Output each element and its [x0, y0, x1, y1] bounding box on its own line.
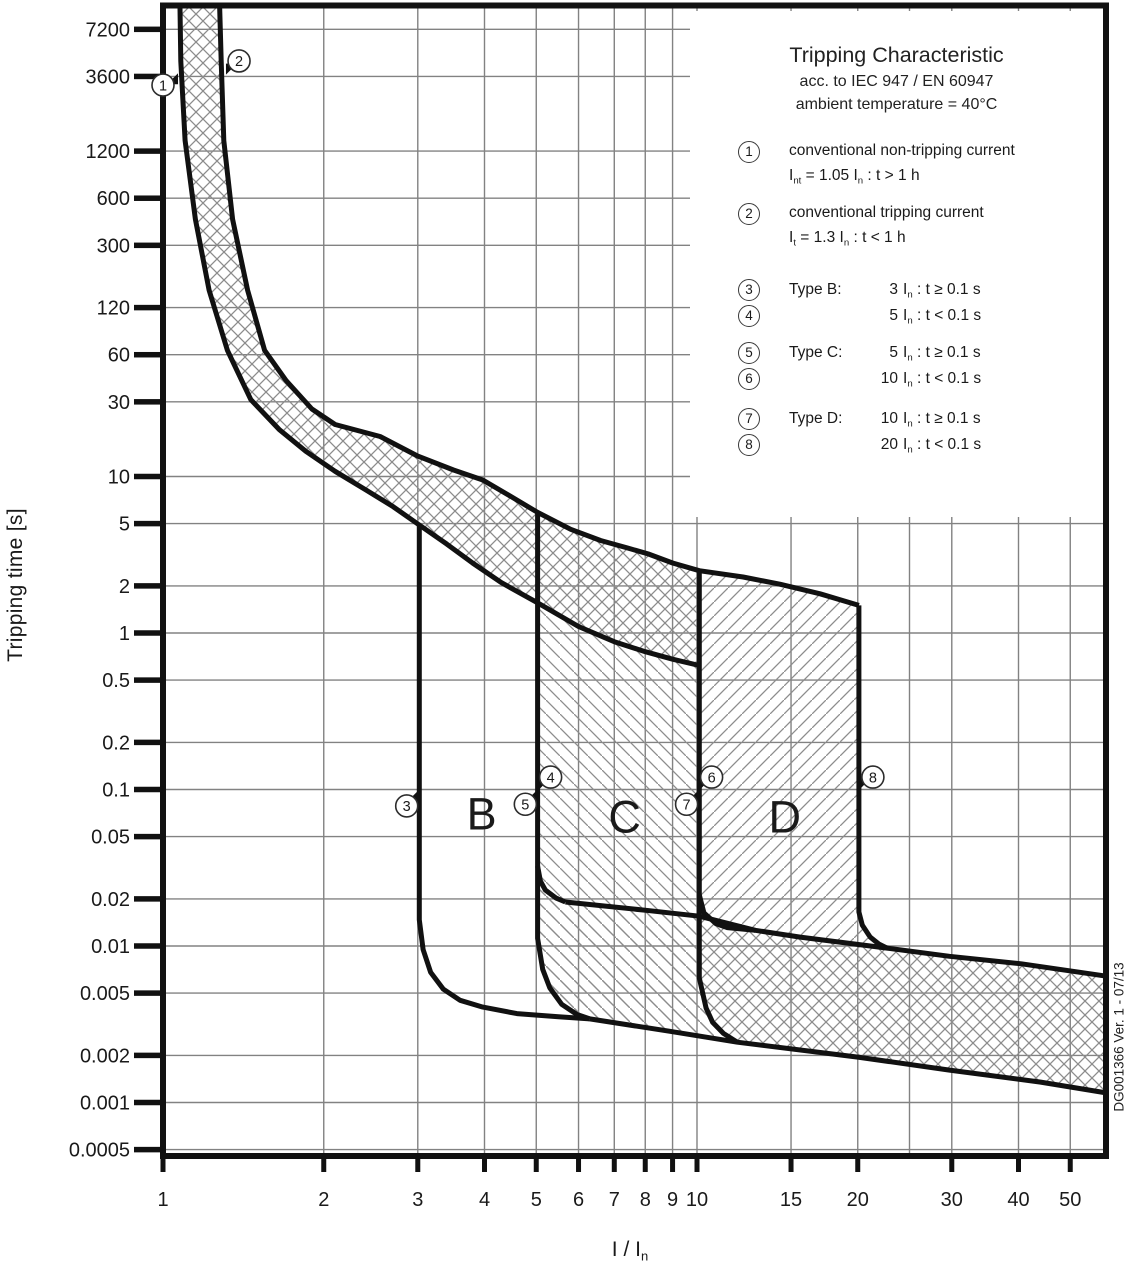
- legend-multiple: 3: [889, 281, 898, 298]
- legend-item: [690, 277, 1103, 329]
- svg-text:20: 20: [846, 1189, 869, 1211]
- legend-item: [690, 406, 1103, 458]
- chart-subtitle-temperature: ambient temperature = 40°C: [795, 96, 998, 113]
- svg-text:2: 2: [234, 54, 244, 71]
- svg-text:600: 600: [96, 188, 130, 211]
- legend-ref-circle-1: 1: [738, 141, 760, 163]
- svg-text:300: 300: [96, 235, 130, 258]
- svg-text:50: 50: [1059, 1189, 1082, 1211]
- legend-multiple: 5: [889, 307, 898, 324]
- svg-text:9: 9: [667, 1189, 679, 1211]
- legend-item-text: conventional non-tripping current: [789, 142, 1015, 159]
- legend-condition: $I_n$ : t < 0.1 s: [903, 436, 982, 456]
- svg-text:4: 4: [478, 1189, 491, 1211]
- svg-text:5: 5: [118, 513, 130, 536]
- legend-type-label: Type D:: [789, 410, 843, 427]
- legend-condition: $I_n$ : t < 0.1 s: [903, 370, 982, 390]
- svg-text:3600: 3600: [85, 66, 130, 89]
- legend-item: [690, 203, 1103, 248]
- svg-text:7200: 7200: [85, 19, 130, 42]
- document-number: DG001366 Ver. 1 - 07/13: [1111, 962, 1127, 1112]
- legend-multiple: 10: [880, 370, 898, 387]
- svg-text:0.005: 0.005: [79, 983, 130, 1006]
- svg-text:60: 60: [107, 344, 130, 367]
- legend-ref-circle-3: 3: [738, 279, 760, 301]
- legend-ref-circle-4: 4: [738, 305, 760, 327]
- legend-ref-circle-8: 8: [738, 434, 760, 456]
- svg-text:0.02: 0.02: [91, 888, 130, 911]
- svg-text:2: 2: [318, 1189, 330, 1211]
- legend-condition: $I_n$ : t < 0.1 s: [903, 307, 982, 327]
- legend-multiple: 10: [880, 410, 898, 427]
- legend-type-label: Type B:: [789, 281, 842, 298]
- svg-text:10: 10: [107, 466, 130, 489]
- legend-item-formula: $I_{nt} = 1.05$ $I_n$ : t > 1 h: [789, 167, 920, 187]
- svg-text:10: 10: [685, 1189, 709, 1211]
- svg-text:0.002: 0.002: [79, 1045, 130, 1068]
- svg-text:8: 8: [639, 1189, 651, 1211]
- svg-text:0.01: 0.01: [91, 936, 130, 958]
- svg-text:1: 1: [158, 78, 168, 95]
- svg-text:7: 7: [682, 797, 691, 814]
- legend-type-label: Type C:: [789, 344, 843, 361]
- chart-subtitle-standard: acc. to IEC 947 / EN 60947: [799, 73, 994, 90]
- svg-text:5: 5: [521, 797, 530, 814]
- legend-ref-circle-2: 2: [738, 203, 760, 225]
- svg-text:0.2: 0.2: [102, 732, 130, 755]
- legend-item: [690, 141, 1103, 186]
- svg-text:2: 2: [118, 575, 130, 598]
- svg-text:1200: 1200: [85, 141, 130, 164]
- svg-text:D: D: [768, 791, 802, 843]
- svg-text:7: 7: [608, 1189, 620, 1211]
- svg-text:6: 6: [707, 770, 716, 787]
- legend-ref-circle-5: 5: [738, 342, 760, 364]
- svg-text:120: 120: [96, 297, 130, 320]
- legend-condition: $I_n$ : t ≥ 0.1 s: [903, 410, 981, 430]
- svg-text:0.0005: 0.0005: [68, 1139, 130, 1162]
- svg-text:B: B: [466, 788, 497, 840]
- svg-text:C: C: [608, 791, 641, 843]
- svg-text:30: 30: [940, 1189, 963, 1211]
- legend-item-text: conventional tripping current: [789, 204, 984, 221]
- svg-text:3: 3: [412, 1189, 424, 1211]
- svg-text:1: 1: [118, 623, 130, 645]
- svg-text:5: 5: [530, 1189, 542, 1211]
- legend-item: [690, 340, 1103, 392]
- svg-text:6: 6: [572, 1189, 585, 1211]
- svg-text:4: 4: [546, 770, 555, 787]
- legend-item-formula: $I_t = 1.3$ $I_n$ : t < 1 h: [789, 229, 906, 249]
- legend-ref-circle-6: 6: [738, 368, 760, 390]
- legend-multiple: 20: [880, 436, 898, 453]
- svg-text:1: 1: [157, 1189, 169, 1211]
- legend-multiple: 5: [889, 344, 898, 361]
- svg-text:8: 8: [868, 770, 877, 787]
- x-axis-title: I / $I_n$: [611, 1238, 649, 1264]
- svg-text:3: 3: [402, 799, 411, 816]
- legend-ref-circle-7: 7: [738, 408, 760, 430]
- y-axis-title: Tripping time [s]: [4, 508, 27, 662]
- svg-text:15: 15: [779, 1189, 803, 1211]
- chart-title: Tripping Characteristic: [789, 43, 1004, 67]
- svg-text:0.5: 0.5: [102, 670, 130, 693]
- svg-text:0.1: 0.1: [102, 779, 130, 802]
- svg-text:30: 30: [107, 391, 130, 414]
- legend-condition: $I_n$ : t ≥ 0.1 s: [903, 344, 981, 364]
- svg-text:40: 40: [1007, 1189, 1030, 1211]
- svg-text:0.05: 0.05: [91, 826, 130, 849]
- legend-condition: $I_n$ : t ≥ 0.1 s: [903, 281, 981, 301]
- legend: [690, 11, 1103, 517]
- svg-text:0.001: 0.001: [79, 1092, 130, 1115]
